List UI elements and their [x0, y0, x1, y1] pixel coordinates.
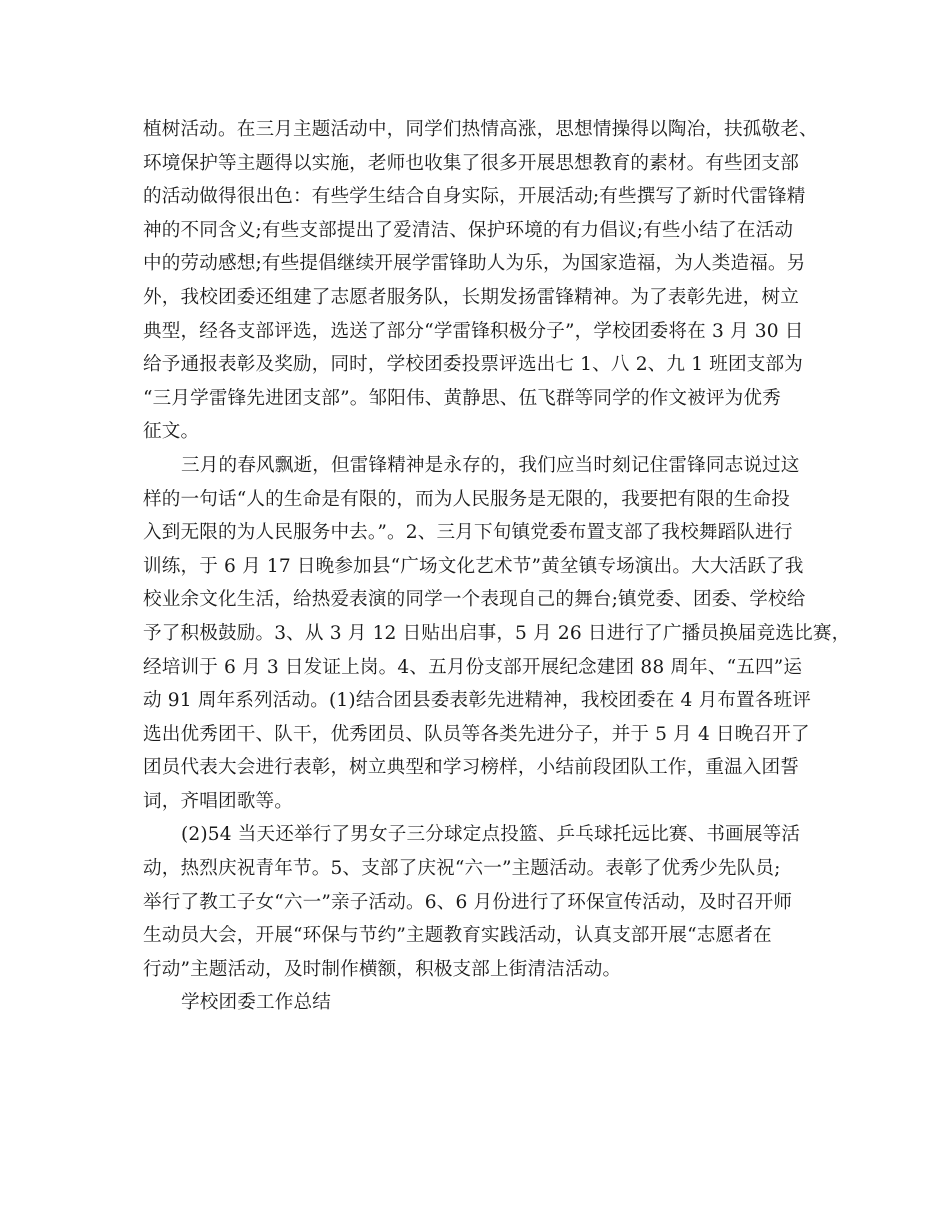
text-line: 的活动做得很出色：有些学生结合自身实际，开展活动;有些撰写了新时代雷锋精 — [143, 186, 806, 208]
text-line: 校业余文化生活，给热爱表演的同学一个表现自己的舞台;镇党委、团委、学校给 — [143, 589, 806, 611]
text-line: 环境保护等主题得以实施，老师也收集了很多开展思想教育的素材。有些团支部 — [143, 152, 800, 174]
paragraph-first-line: 三月的春风飘逝，但雷锋精神是永存的，我们应当时刻记住雷锋同志说过这 — [181, 454, 800, 476]
text-line: 入到无限的为人民服务中去。”。2、三月下旬镇党委布置支部了我校舞蹈队进行 — [143, 522, 793, 544]
text-line: 经培训于 6 月 3 日发证上岗。4、五月份支部开展纪念建团 88 周年、“五四”运 — [143, 656, 803, 678]
text-line: 征文。 — [143, 421, 200, 443]
text-line: 神的不同含义;有些支部提出了爱清洁、保护环境的有力倡议;有些小结了在活动 — [143, 219, 794, 241]
text-line: 团员代表大会进行表彰，树立典型和学习榜样，小结前段团队工作，重温入团誓 — [143, 757, 800, 779]
text-line: 生动员大会，开展“环保与节约”主题教育实践活动，认真支部开展“志愿者在 — [143, 925, 772, 947]
text-line: 词，齐唱团歌等。 — [143, 790, 293, 812]
text-line: 中的劳动感想;有些提倡继续开展学雷锋助人为乐，为国家造福，为人类造福。另 — [143, 253, 806, 275]
text-line: 动，热烈庆祝青年节。5、支部了庆祝“六一”主题活动。表彰了优秀少先队员; — [143, 858, 781, 880]
text-line: 举行了教工子女“六一”亲子活动。6、6 月份进行了环保宣传活动，及时召开师 — [143, 891, 793, 913]
paragraph-first-line: 学校团委工作总结 — [181, 992, 331, 1014]
text-line: 典型，经各支部评选，选送了部分“学雷锋积极分子”，学校团委将在 3 月 30 日 — [143, 320, 804, 342]
text-line: 给予通报表彰及奖励，同时，学校团委投票评选出七 1、八 2、九 1 班团支部为 — [143, 354, 803, 376]
text-line: 样的一句话“人的生命是有限的，而为人民服务是无限的，我要把有限的生命投 — [143, 488, 790, 510]
text-line: 动 91 周年系列活动。(1)结合团县委表彰先进精神，我校团委在 4 月布置各班评 — [143, 690, 812, 712]
text-line: 行动”主题活动，及时制作横额，积极支部上街清洁活动。 — [143, 958, 622, 980]
text-line: 选出优秀团干、队干，优秀团员、队员等各类先进分子，并于 5 月 4 日晚召开了 — [143, 723, 810, 745]
text-line: 予了积极鼓励。3、从 3 月 12 日贴出启事，5 月 26 日进行了广播员换届竞选比赛， — [143, 622, 851, 644]
paragraph-first-line: (2)54 当天还举行了男女子三分球定点投篮、乒乓球托远比赛、书画展等活 — [181, 824, 801, 846]
document-body — [143, 113, 851, 1020]
text-line: “三月学雷锋先进团支部”。邹阳伟、黄静思、伍飞群等同学的作文被评为优秀 — [143, 387, 781, 409]
text-line: 植树活动。在三月主题活动中，同学们热情高涨，思想情操得以陶冶，扶孤敬老、 — [143, 119, 818, 140]
text-line: 外，我校团委还组建了志愿者服务队，长期发扬雷锋精神。为了表彰先进，树立 — [143, 286, 800, 308]
text-line: 训练，于 6 月 17 日晚参加县“广场文化艺术节”黄坌镇专场演出。大大活跃了我 — [143, 555, 804, 577]
